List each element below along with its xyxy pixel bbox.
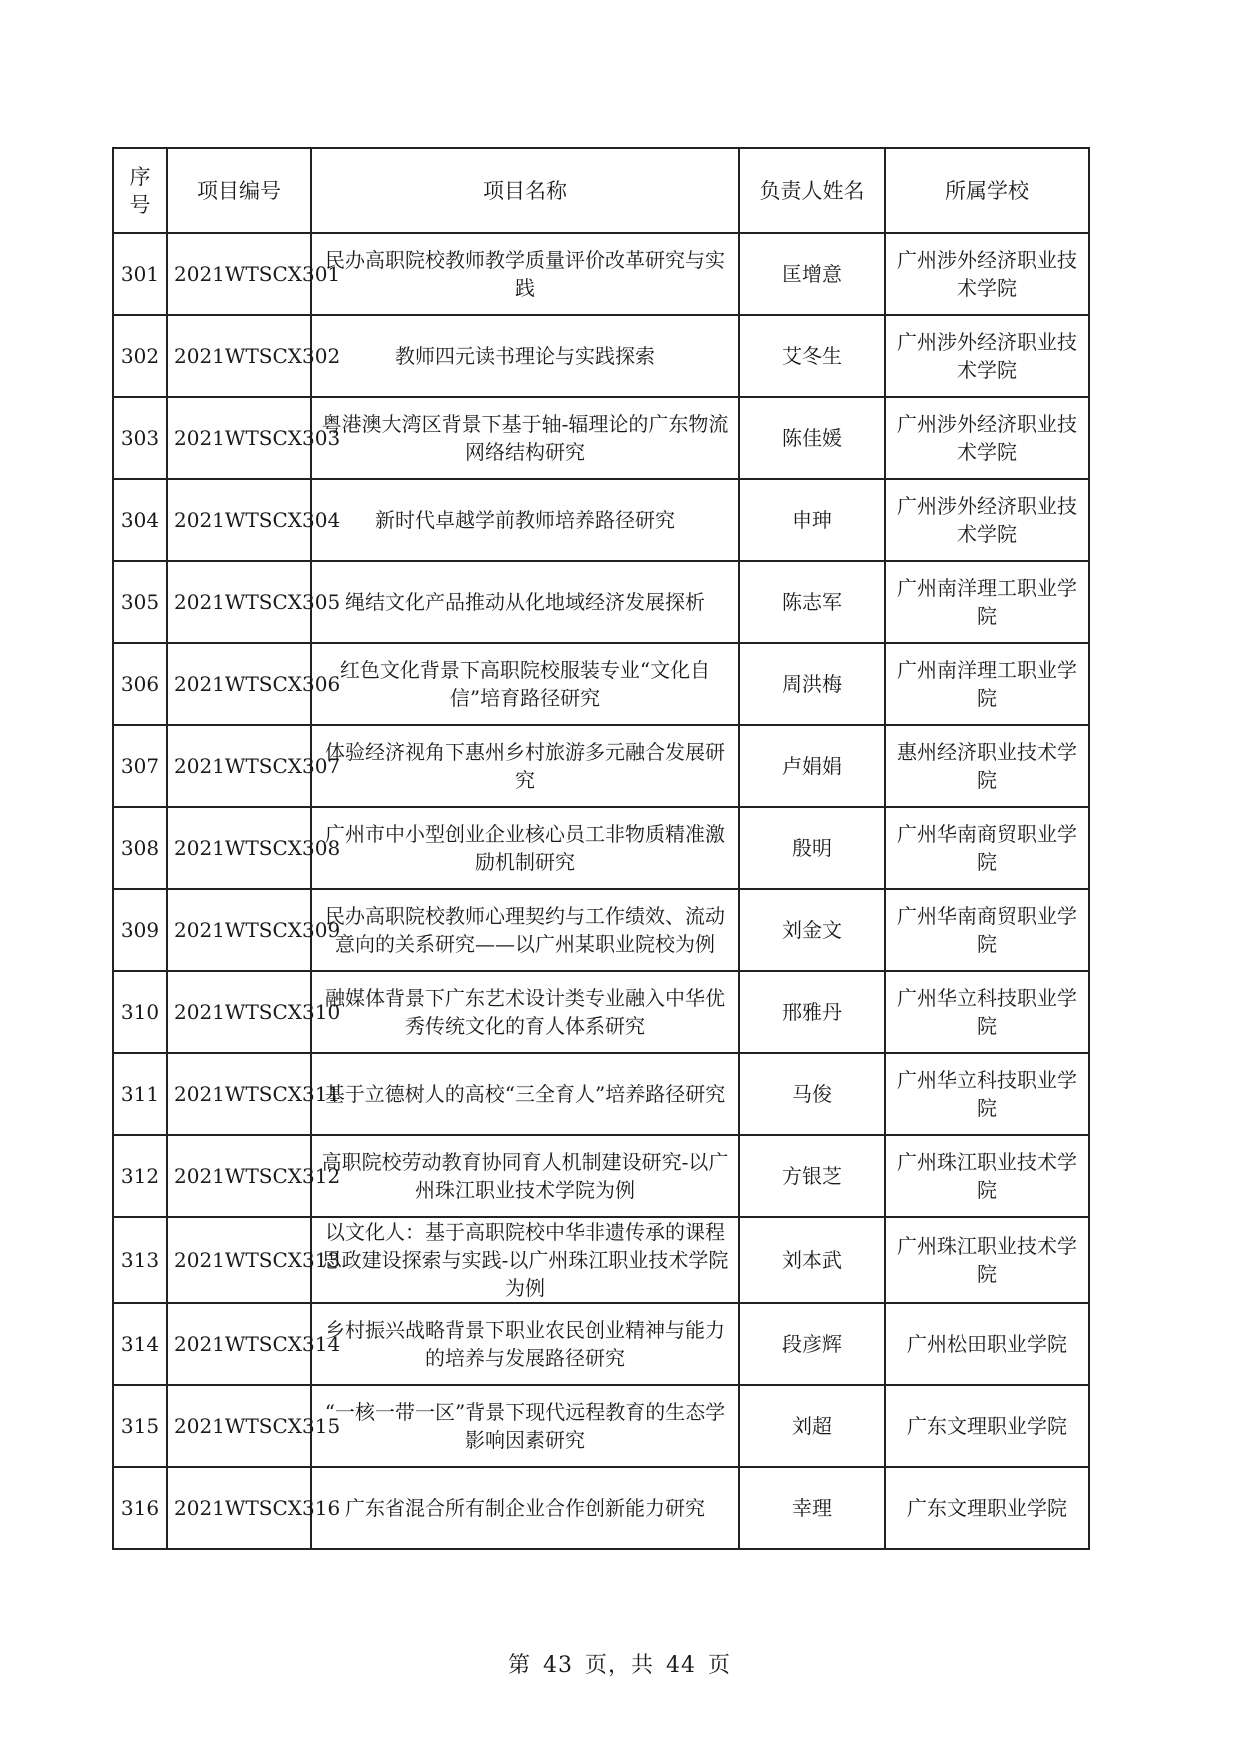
cell-lead: 刘本武: [739, 1217, 885, 1303]
cell-school: 惠州经济职业技术学院: [885, 725, 1089, 807]
cell-name: 体验经济视角下惠州乡村旅游多元融合发展研究: [311, 725, 739, 807]
cell-lead: 段彦辉: [739, 1303, 885, 1385]
cell-school: 广州涉外经济职业技术学院: [885, 315, 1089, 397]
cell-seq: 301: [113, 233, 167, 315]
footer-prefix: 第: [507, 1653, 531, 1678]
cell-seq: 304: [113, 479, 167, 561]
cell-school: 广州华立科技职业学院: [885, 971, 1089, 1053]
cell-name: 高职院校劳动教育协同育人机制建设研究-以广州珠江职业技术学院为例: [311, 1135, 739, 1217]
cell-lead: 陈志军: [739, 561, 885, 643]
cell-lead: 周洪梅: [739, 643, 885, 725]
cell-lead: 艾冬生: [739, 315, 885, 397]
cell-school: 广州珠江职业技术学院: [885, 1217, 1089, 1303]
cell-code: 2021WTSCX310: [167, 971, 311, 1053]
cell-lead: 邢雅丹: [739, 971, 885, 1053]
table-row: [113, 971, 1089, 1053]
project-table-container: [112, 147, 1090, 1550]
cell-seq: 314: [113, 1303, 167, 1385]
cell-school: 广州涉外经济职业技术学院: [885, 479, 1089, 561]
header-school: 所属学校: [885, 148, 1089, 233]
cell-name: 广州市中小型创业企业核心员工非物质精准激励机制研究: [311, 807, 739, 889]
header-name: 项目名称: [311, 148, 739, 233]
cell-code: 2021WTSCX309: [167, 889, 311, 971]
table-row: [113, 1385, 1089, 1467]
cell-lead: 匡增意: [739, 233, 885, 315]
cell-school: 广州松田职业学院: [885, 1303, 1089, 1385]
cell-code: 2021WTSCX302: [167, 315, 311, 397]
header-code: 项目编号: [167, 148, 311, 233]
cell-school: 广州华南商贸职业学院: [885, 889, 1089, 971]
cell-seq: 311: [113, 1053, 167, 1135]
cell-name: 融媒体背景下广东艺术设计类专业融入中华优秀传统文化的育人体系研究: [311, 971, 739, 1053]
cell-lead: 刘金文: [739, 889, 885, 971]
table-row: [113, 1467, 1089, 1549]
table-row: [113, 889, 1089, 971]
cell-seq: 316: [113, 1467, 167, 1549]
cell-code: 2021WTSCX308: [167, 807, 311, 889]
cell-lead: 马俊: [739, 1053, 885, 1135]
cell-code: 2021WTSCX307: [167, 725, 311, 807]
table-row: [113, 643, 1089, 725]
cell-lead: 申珅: [739, 479, 885, 561]
cell-lead: 刘超: [739, 1385, 885, 1467]
cell-code: 2021WTSCX304: [167, 479, 311, 561]
table-row: [113, 1217, 1089, 1303]
cell-seq: 310: [113, 971, 167, 1053]
cell-name: 新时代卓越学前教师培养路径研究: [311, 479, 739, 561]
cell-code: 2021WTSCX303: [167, 397, 311, 479]
table-row: [113, 725, 1089, 807]
cell-lead: 卢娟娟: [739, 725, 885, 807]
cell-seq: 313: [113, 1217, 167, 1303]
cell-lead: 方银芝: [739, 1135, 885, 1217]
table-row: [113, 1303, 1089, 1385]
cell-name: “一核一带一区”背景下现代远程教育的生态学影响因素研究: [311, 1385, 739, 1467]
header-lead: 负责人姓名: [739, 148, 885, 233]
cell-seq: 312: [113, 1135, 167, 1217]
footer-suffix: 页: [708, 1653, 732, 1678]
table-row: [113, 1053, 1089, 1135]
table-row: [113, 561, 1089, 643]
footer-page-number: 43: [542, 1653, 573, 1678]
cell-lead: 殷明: [739, 807, 885, 889]
cell-seq: 307: [113, 725, 167, 807]
project-table: [112, 147, 1090, 1550]
cell-name: 以文化人：基于高职院校中华非遗传承的课程思政建设探索与实践-以广州珠江职业技术学院为例: [311, 1217, 739, 1303]
cell-school: 广州南洋理工职业学院: [885, 643, 1089, 725]
page-number-footer: [0, 1648, 1239, 1679]
footer-middle: 页，共: [584, 1653, 654, 1678]
cell-code: 2021WTSCX314: [167, 1303, 311, 1385]
table-row: [113, 233, 1089, 315]
table-row: [113, 397, 1089, 479]
cell-code: 2021WTSCX316: [167, 1467, 311, 1549]
cell-name: 教师四元读书理论与实践探索: [311, 315, 739, 397]
table-row: [113, 1135, 1089, 1217]
cell-lead: 幸理: [739, 1467, 885, 1549]
cell-school: 广州华南商贸职业学院: [885, 807, 1089, 889]
cell-name: 乡村振兴战略背景下职业农民创业精神与能力的培养与发展路径研究: [311, 1303, 739, 1385]
cell-code: 2021WTSCX313: [167, 1217, 311, 1303]
cell-lead: 陈佳媛: [739, 397, 885, 479]
cell-name: 粤港澳大湾区背景下基于轴-辐理论的广东物流网络结构研究: [311, 397, 739, 479]
cell-code: 2021WTSCX306: [167, 643, 311, 725]
cell-code: 2021WTSCX311: [167, 1053, 311, 1135]
cell-name: 广东省混合所有制企业合作创新能力研究: [311, 1467, 739, 1549]
cell-name: 民办高职院校教师教学质量评价改革研究与实践: [311, 233, 739, 315]
table-row: [113, 315, 1089, 397]
cell-name: 民办高职院校教师心理契约与工作绩效、流动意向的关系研究——以广州某职业院校为例: [311, 889, 739, 971]
cell-seq: 302: [113, 315, 167, 397]
cell-school: 广州涉外经济职业技术学院: [885, 233, 1089, 315]
cell-code: 2021WTSCX305: [167, 561, 311, 643]
cell-school: 广州珠江职业技术学院: [885, 1135, 1089, 1217]
header-seq: 序号: [113, 148, 167, 233]
cell-code: 2021WTSCX301: [167, 233, 311, 315]
table-row: [113, 479, 1089, 561]
cell-seq: 305: [113, 561, 167, 643]
footer-total-pages: 44: [666, 1653, 696, 1678]
cell-name: 绳结文化产品推动从化地域经济发展探析: [311, 561, 739, 643]
cell-school: 广东文理职业学院: [885, 1385, 1089, 1467]
cell-name: 红色文化背景下高职院校服装专业“文化自信”培育路径研究: [311, 643, 739, 725]
cell-code: 2021WTSCX312: [167, 1135, 311, 1217]
table-row: [113, 807, 1089, 889]
cell-school: 广东文理职业学院: [885, 1467, 1089, 1549]
cell-seq: 308: [113, 807, 167, 889]
cell-school: 广州华立科技职业学院: [885, 1053, 1089, 1135]
cell-seq: 309: [113, 889, 167, 971]
cell-seq: 315: [113, 1385, 167, 1467]
cell-school: 广州涉外经济职业技术学院: [885, 397, 1089, 479]
cell-seq: 303: [113, 397, 167, 479]
cell-code: 2021WTSCX315: [167, 1385, 311, 1467]
table-header-row: [113, 148, 1089, 233]
cell-seq: 306: [113, 643, 167, 725]
cell-school: 广州南洋理工职业学院: [885, 561, 1089, 643]
cell-name: 基于立德树人的高校“三全育人”培养路径研究: [311, 1053, 739, 1135]
